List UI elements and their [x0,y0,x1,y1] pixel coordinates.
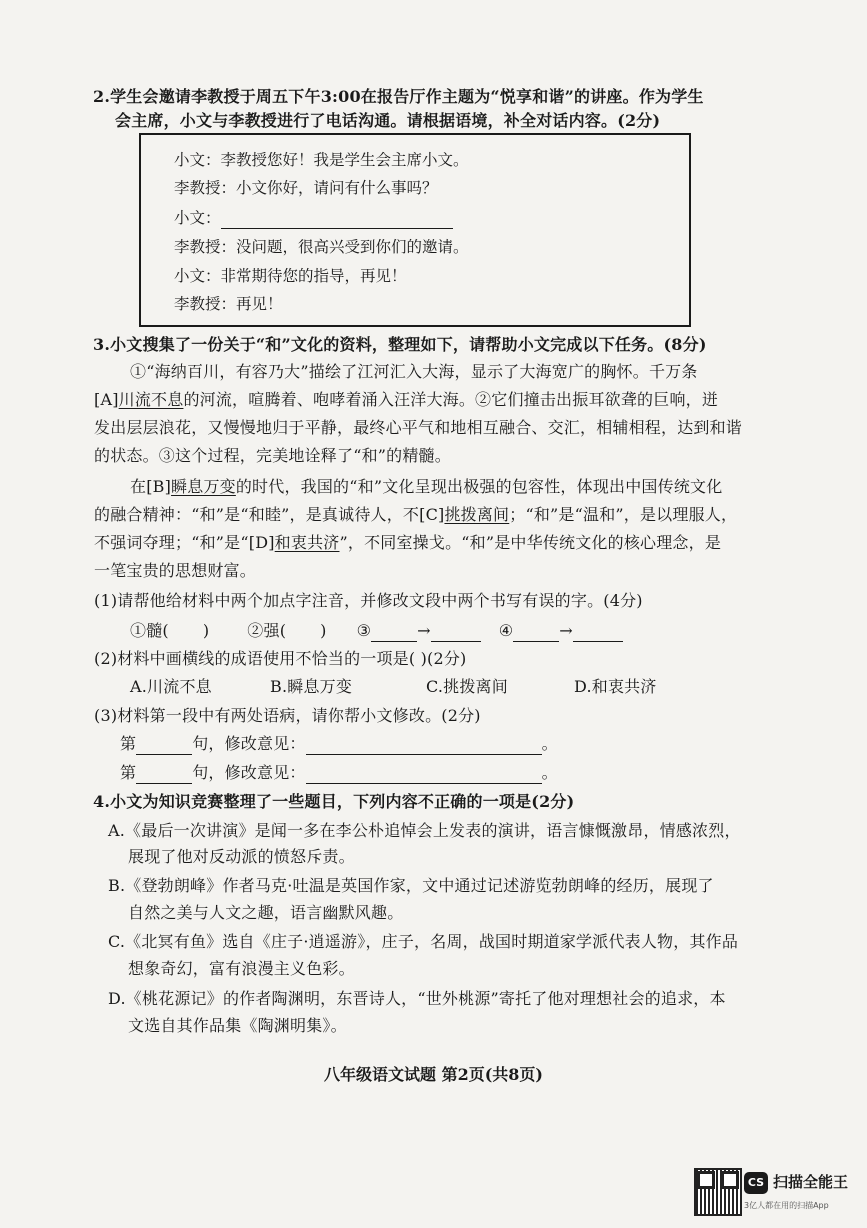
idiom-b: 瞬息万变 [171,477,236,496]
q3-p2-line1-rest: 的时代，我国的“和”文化呈现出极强的包容性，体现出中国传统文化 [235,477,723,496]
idiom-c: 挑拨离间 [444,505,510,524]
sentence-no-label: 第 [120,763,137,782]
dialog-line-1: 小文：李教授您好！我是学生会主席小文。 [174,151,469,169]
idiom-a: 川流不息 [118,390,184,409]
q4-option-b-line2: 自然之美与人文之趣，语言幽默风趣。 [128,903,404,922]
dialog-line-6: 李教授：再见！ [174,295,283,313]
q3-sub3-line1 [120,733,558,755]
option-b[interactable]: B.瞬息万变 [270,677,353,696]
q4-option-a-line1[interactable]: A.《最后一次讲演》是闻一多在李公朴追悼会上发表的演讲，语言慷慨激昂，情感浓烈， [108,821,741,840]
q3-sub3: (3)材料第一段中有两处语病，请你帮小文修改。(2分) [94,706,481,725]
q3-sub1: (1)请帮他给材料中两个加点字注音，并修改文段中两个书写有误的字。(4分) [94,591,643,610]
q3-sub3-line2 [120,762,558,784]
q3-p2-line3 [94,532,721,554]
dialog-line-5: 小文：非常期待您的指导，再见！ [174,267,407,285]
answer-4-right-blank[interactable] [573,623,623,642]
sentence-no-blank-2[interactable] [136,765,192,784]
answer-3-right-blank[interactable] [431,623,481,642]
dialog-box [139,133,691,327]
q4-head: 4.小文为知识竞赛整理了一些题目，下列内容不正确的一项是(2分) [93,792,575,811]
q3-sub2: (2)材料中画横线的成语使用不恰当的一项是( )(2分) [94,649,467,668]
q3-sub1-answers [130,620,623,642]
q3-p1-line3: 发出层层浪花，又慢慢地归于平静，最终心平气和地相互融合、交汇，相辅相程，达到和谐 [94,418,743,437]
option-a[interactable]: A.川流不息 [130,677,212,696]
q3-p1-line4: 的状态。③这个过程，完美地诠释了“和”的精髓。 [94,446,451,465]
q4-option-c-line2: 想象奇幻，富有浪漫主义色彩。 [128,959,355,978]
arrow-icon: → [417,621,431,640]
answer-3-label: ③ [356,621,372,640]
period: 。 [541,763,558,782]
answer-3-wrong-blank[interactable] [371,623,417,642]
q3-p2-line2-rest: ；“和”是“温和”，是以理服人， [509,505,738,524]
answer-sui-label: ①髓( [130,621,169,640]
q3-p1-line1: ①“海纳百川，有容乃大”描绘了江河汇入大海，显示了大海宽广的胸怀。千万条 [130,362,698,381]
camscanner-logo-icon: CS [744,1172,768,1194]
period: 。 [541,734,558,753]
q4-option-a-line2: 展现了他对反动派的愤怒斥责。 [128,847,355,866]
answer-4-wrong-blank[interactable] [513,623,559,642]
sentence-no-blank-1[interactable] [136,736,192,755]
q3-p2-line3-rest: ”，不同室操戈。“和”是中华传统文化的核心理念，是 [339,533,722,552]
tag-b: [B] [146,477,172,496]
revision-label: 句，修改意见： [192,763,306,782]
tag-d: [D] [248,533,275,552]
page-footer: 八年级语文试题 第2页(共8页) [324,1065,543,1084]
qr-code-icon [694,1168,742,1216]
q3-p1-line2 [94,389,718,411]
option-d[interactable]: D.和衷共济 [574,677,657,696]
answer-4-label: ④ [498,621,514,640]
dialog-line-3 [174,207,453,229]
answer-qiang-close: ) [320,621,327,640]
q3-p2-line4: 一笔宝贵的思想财富。 [94,561,257,580]
option-c[interactable]: C.挑拨离间 [426,677,508,696]
sentence-no-label: 第 [120,734,137,753]
tag-a: [A] [94,390,119,409]
q4-option-c-line1[interactable]: C.《北冥有鱼》选自《庄子·逍遥游》，庄子，名周，战国时期道家学派代表人物，其作品 [108,932,739,951]
q4-option-b-line1[interactable]: B.《登勃朗峰》作者马克·吐温是英国作家，文中通过记述游览勃朗峰的经历，展现了 [108,876,714,895]
q3-p2-pre: 在 [130,477,147,496]
scanner-app-name: 扫描全能王 [773,1173,849,1191]
dialog-line-2: 李教授：小文你好，请问有什么事吗？ [174,179,438,197]
q4-option-d-line2: 文选自其作品集《陶渊明集》。 [128,1016,347,1035]
answer-sui-close: ) [202,621,210,640]
q3-head: 3.小文搜集了一份关于“和”文化的资料，整理如下，请帮助小文完成以下任务。(8分) [93,335,707,354]
q3-p2-line2-pre: 的融合精神：“和”是“和睦”，是真诚待人，不 [94,505,420,524]
revision-label: 句，修改意见： [192,734,306,753]
dialog-speaker-xiaowen: 小文： [174,209,221,227]
q3-p2-line1 [130,476,722,498]
revision-blank-1[interactable] [306,736,542,755]
idiom-d: 和衷共济 [274,533,340,552]
answer-qiang-label: ②强( [247,621,287,640]
dialog-answer-blank[interactable] [221,210,453,229]
revision-blank-2[interactable] [306,765,542,784]
q2-line2: 会主席，小文与李教授进行了电话沟通。请根据语境，补全对话内容。(2分) [115,111,661,130]
q4-option-d-line1[interactable]: D.《桃花源记》的作者陶渊明，东晋诗人，“世外桃源”寄托了他对理想社会的追求，本 [108,989,726,1008]
q3-p1-line2-rest: 的河流，喧腾着、咆哮着涌入汪洋大海。②它们撞击出振耳欲聋的巨响，迸 [183,390,719,409]
tag-c: [C] [419,505,445,524]
arrow-icon: → [559,621,573,640]
q3-p2-line3-pre: 不强词夺理；“和”是“ [94,533,249,552]
scanner-app-tagline: 3亿人都在用的扫描App [744,1201,829,1210]
q2-line1: 2.学生会邀请李教授于周五下午3:00在报告厅作主题为“悦享和谐”的讲座。作为学生 [93,87,704,106]
q3-p2-line2 [94,504,737,526]
dialog-line-4: 李教授：没问题，很高兴受到你们的邀请。 [174,238,469,256]
